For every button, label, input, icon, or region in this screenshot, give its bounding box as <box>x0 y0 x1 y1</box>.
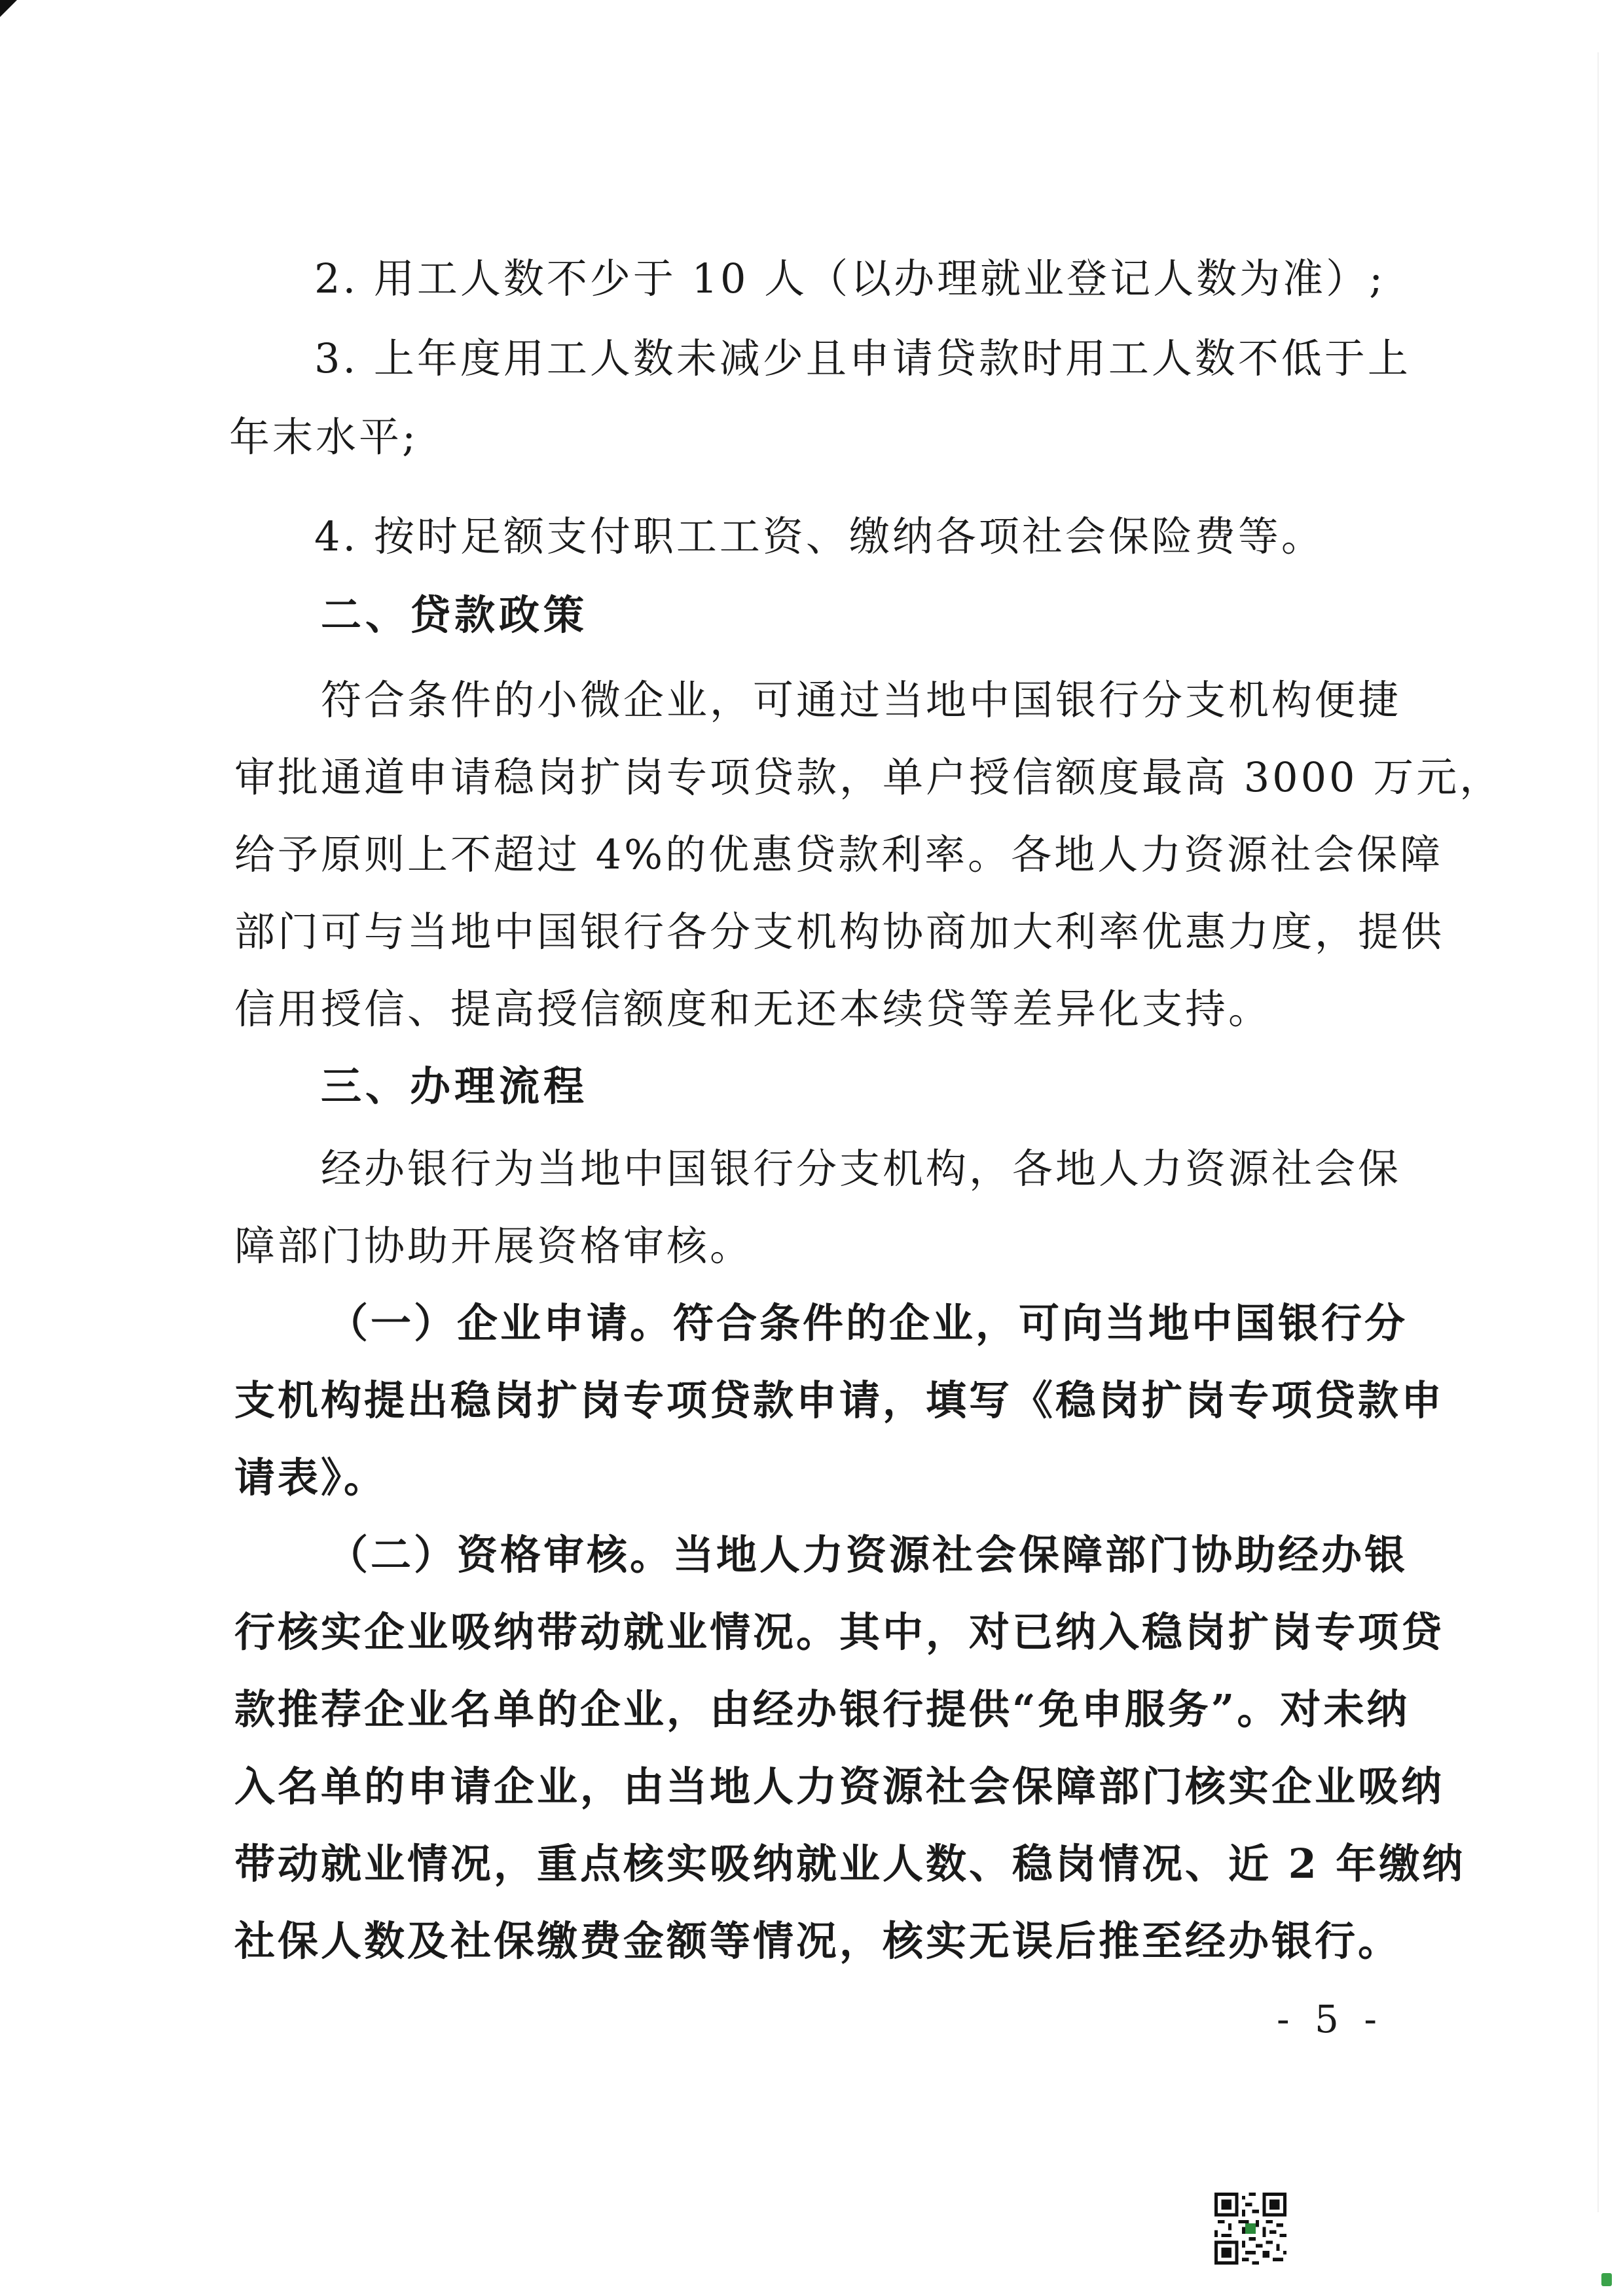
item-3-continued: 年末水平; <box>229 413 418 461</box>
policy-paragraph-line-3: 给予原则上不超过 4%的优惠贷款利率。各地人力资源社会保障 <box>234 831 1444 878</box>
qr-code-icon <box>1214 2193 1286 2265</box>
section-heading-loan-policy: 二、贷款政策 <box>321 591 589 639</box>
section-heading-process: 三、办理流程 <box>321 1062 589 1110</box>
step-1-line-3: 请表》。 <box>234 1454 388 1501</box>
policy-paragraph-line-5: 信用授信、提高授信额度和无还本续贷等差异化支持。 <box>234 985 1272 1033</box>
step-2-line-2: 行核实企业吸纳带动就业情况。其中，对已纳入稳岗扩岗专项贷 <box>234 1608 1445 1656</box>
scan-edge-mark <box>1601 2273 1612 2286</box>
item-2-text: 2. 用工人数不少于 10 人（以办理就业登记人数为准）; <box>314 255 1386 302</box>
item-3-text: 3. 上年度用工人数未减少且申请贷款时用工人数不低于上 <box>314 334 1411 382</box>
policy-paragraph-line-2: 审批通道申请稳岗扩岗专项贷款，单户授信额度最高 3000 万元， <box>234 753 1503 801</box>
item-4-text: 4. 按时足额支付职工工资、缴纳各项社会保险费等。 <box>314 512 1324 560</box>
step-2-line-6: 社保人数及社保缴费金额等情况，核实无误后推至经办银行。 <box>234 1917 1402 1965</box>
process-paragraph-line-2: 障部门协助开展资格审核。 <box>234 1222 754 1270</box>
step-2-line-1: （二）资格审核。当地人力资源社会保障部门协助经办银 <box>327 1531 1408 1579</box>
step-1-line-2: 支机构提出稳岗扩岗专项贷款申请，填写《稳岗扩岗专项贷款申 <box>234 1376 1445 1424</box>
page-number: - 5 - <box>1277 1997 1383 2041</box>
step-1-line-1: （一）企业申请。符合条件的企业，可向当地中国银行分 <box>327 1299 1408 1347</box>
step-2-line-5: 带动就业情况，重点核实吸纳就业人数、稳岗情况、近 2 年缴纳 <box>234 1840 1466 1888</box>
step-2-line-4: 入名单的申请企业，由当地人力资源社会保障部门核实企业吸纳 <box>234 1763 1445 1810</box>
policy-paragraph-line-4: 部门可与当地中国银行各分支机构协商加大利率优惠力度，提供 <box>234 908 1445 956</box>
policy-paragraph-line-1: 符合条件的小微企业，可通过当地中国银行分支机构便捷 <box>321 676 1402 724</box>
step-2-line-3: 款推荐企业名单的企业，由经办银行提供“免申服务”。对未纳 <box>234 1685 1410 1733</box>
scan-corner-mark <box>0 0 17 17</box>
scan-edge-rule <box>1597 52 1599 2212</box>
process-paragraph-line-1: 经办银行为当地中国银行分支机构，各地人力资源社会保 <box>321 1145 1402 1193</box>
